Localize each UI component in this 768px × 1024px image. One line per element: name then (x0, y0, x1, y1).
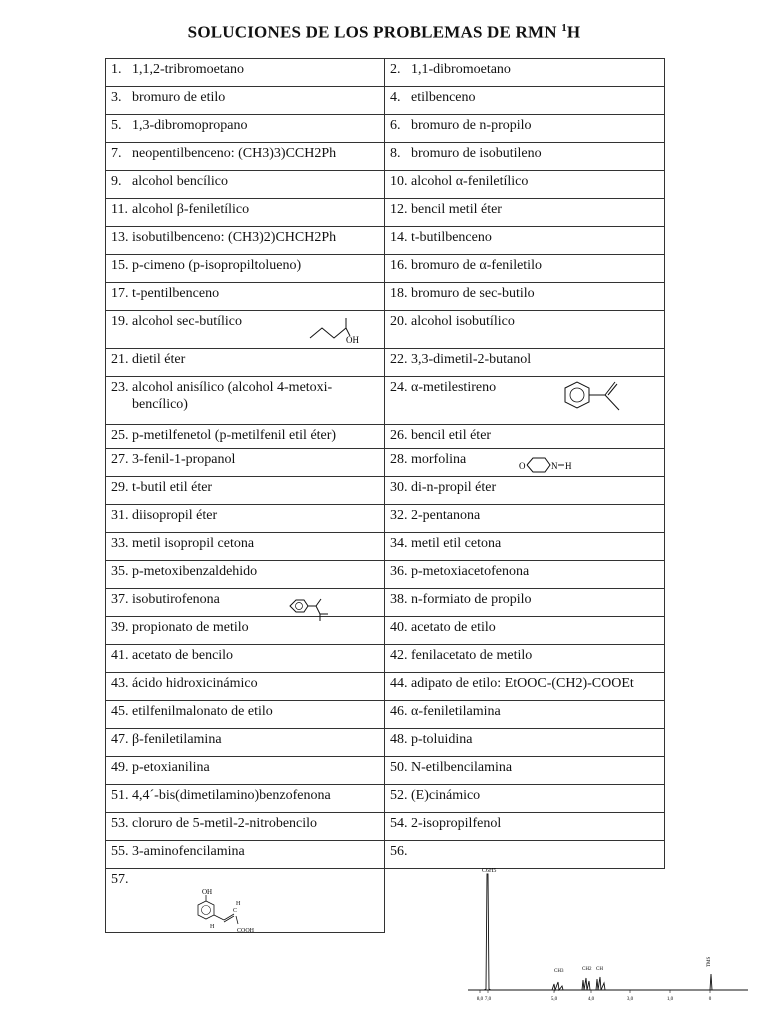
tick-label: 7,0 (484, 997, 492, 1002)
table-row (106, 673, 665, 701)
answer-line (111, 285, 379, 302)
table-row (106, 561, 665, 589)
answer-cell (385, 59, 665, 87)
answer-text: p-metilfenetol (p-metilfenil etil éter) (132, 428, 337, 443)
answer-line (390, 507, 659, 524)
answer-text: 2-isopropilfenol (411, 816, 502, 831)
answer-line (111, 563, 379, 580)
answer-number: 17. (111, 286, 129, 301)
answer-cell (385, 477, 665, 505)
answer-cell (106, 283, 385, 311)
table-row (106, 115, 665, 143)
h-label-2: H (236, 901, 241, 907)
answer-line (111, 759, 379, 776)
answer-cell (385, 561, 665, 589)
answer-number: 14. (390, 230, 408, 245)
answer-cell (106, 841, 385, 869)
answer-text: diisopropil éter (132, 508, 218, 523)
answer-cell (385, 673, 665, 701)
answer-text: fenilacetato de metilo (411, 648, 533, 663)
answer-line (111, 229, 379, 246)
answer-number: 34. (390, 536, 408, 551)
answer-number: 45. (111, 704, 129, 719)
answer-text: adipato de etilo: EtOOC-(CH2)-COOEt (411, 676, 634, 691)
answer-cell (385, 785, 665, 813)
answer-cell (385, 617, 665, 645)
table-row (106, 143, 665, 171)
answer-text: bencílico) (132, 397, 188, 412)
spectrum-trace (468, 874, 748, 990)
answer-number: 36. (390, 564, 408, 579)
table-row (106, 59, 665, 87)
answer-cell (385, 115, 665, 143)
answer-cell (106, 533, 385, 561)
answer-cell (385, 227, 665, 255)
answer-cell (385, 87, 665, 115)
answer-number: 10. (390, 174, 408, 189)
answer-text: t-butilbenceno (411, 230, 492, 245)
peak-label: C6H5 (482, 868, 497, 874)
answer-line (390, 427, 659, 444)
peak-label: CH3 (554, 969, 564, 974)
title-superscript: 1 (561, 22, 567, 34)
n-label: N (551, 461, 558, 471)
alpha-methylstyrene-structure (553, 378, 633, 418)
answer-text: p-etoxianilina (132, 760, 210, 775)
answer-line (111, 351, 379, 368)
table-row (106, 449, 665, 477)
answer-text: alcohol sec-butílico (132, 314, 243, 329)
answer-line (111, 427, 379, 444)
answer-cell (385, 283, 665, 311)
answer-number: 8. (390, 146, 401, 161)
answer-cell (385, 425, 665, 449)
answer-text: N-etilbencilamina (411, 760, 513, 775)
answer-cell (385, 729, 665, 757)
answer-number: 38. (390, 592, 408, 607)
table-row (106, 477, 665, 505)
answer-cell (106, 505, 385, 533)
answer-line (390, 591, 659, 608)
answer-text: bromuro de n-propilo (411, 118, 532, 133)
answer-text: t-butil etil éter (132, 480, 213, 495)
answer-text: alcohol bencílico (132, 174, 229, 189)
page-title (0, 22, 768, 43)
table-row (106, 617, 665, 645)
answer-text: 4,4´-bis(dimetilamino)benzofenona (132, 788, 331, 803)
answer-number: 18. (390, 286, 408, 301)
answer-text: acetato de etilo (411, 620, 496, 635)
answer-text: p-cimeno (p-isopropiltolueno) (132, 258, 302, 273)
answer-number: 31. (111, 508, 129, 523)
answer-number: 21. (111, 352, 129, 367)
answer-text: 2-pentanona (411, 508, 481, 523)
answer-number: 16. (390, 258, 408, 273)
answer-cell (106, 227, 385, 255)
table-row (106, 701, 665, 729)
answer-line (390, 229, 659, 246)
answer-text: 3,3-dimetil-2-butanol (411, 352, 532, 367)
answer-text: isobutilbenceno: (CH3)2)CHCH2Ph (132, 230, 337, 245)
answer-number: 39. (111, 620, 129, 635)
table-row (106, 171, 665, 199)
answer-line (111, 61, 379, 78)
answer-text: acetato de bencilo (132, 648, 234, 663)
answer-cell (385, 143, 665, 171)
answer-text: α-metilestireno (411, 380, 497, 395)
answer-number: 47. (111, 732, 129, 747)
answer-text: alcohol isobutílico (411, 314, 515, 329)
answer-text: t-pentilbenceno (132, 286, 220, 301)
h-label: H (210, 924, 215, 930)
o-label: O (519, 461, 526, 471)
answer-number: 37. (111, 592, 129, 607)
table-row (106, 255, 665, 283)
answer-number: 4. (390, 90, 401, 105)
answer-text: neopentilbenceno: (CH3)3)CCH2Ph (132, 146, 337, 161)
answer-number: 7. (111, 146, 122, 161)
answer-line (390, 201, 659, 218)
answer-number: 5. (111, 118, 122, 133)
answer-text: metil isopropil cetona (132, 536, 255, 551)
answer-line (111, 173, 379, 190)
answer-cell (106, 589, 385, 617)
answer-line (390, 843, 659, 860)
table-row (106, 757, 665, 785)
answer-line (111, 731, 379, 748)
answer-number: 13. (111, 230, 129, 245)
isobutyrophenone-structure (286, 596, 336, 624)
answer-cell (385, 349, 665, 377)
answer-text: 1,1-dibromoetano (411, 62, 511, 77)
answer-line (111, 479, 379, 496)
answer-line (111, 591, 379, 608)
answer-number: 32. (390, 508, 408, 523)
answer-line (390, 313, 659, 330)
answer-text: 3-aminofencilamina (132, 844, 245, 859)
answer-cell (385, 505, 665, 533)
answer-cell (106, 171, 385, 199)
answer-text: alcohol α-feniletílico (411, 174, 529, 189)
answer-number: 42. (390, 648, 408, 663)
answer-line (390, 351, 659, 368)
answer-number: 43. (111, 676, 129, 691)
answer-line (390, 145, 659, 162)
answer-line (390, 703, 659, 720)
answer-number: 40. (390, 620, 408, 635)
answer-number: 3. (111, 90, 122, 105)
answer-number: 26. (390, 428, 408, 443)
answer-cell (385, 255, 665, 283)
answer-text: α-feniletilamina (411, 704, 501, 719)
answer-number: 15. (111, 258, 129, 273)
answer-text: ácido hidroxicinámico (132, 676, 258, 691)
answer-text: p-toluidina (411, 732, 473, 747)
c-label: C (233, 908, 238, 914)
answer-line (390, 173, 659, 190)
answer-line (111, 451, 379, 468)
answer-number: 54. (390, 816, 408, 831)
answer-text: 1,1,2-tribromoetano (132, 62, 244, 77)
answer-number: 28. (390, 452, 408, 467)
table-row (106, 785, 665, 813)
answer-cell (106, 785, 385, 813)
answer-text: alcohol β-feniletílico (132, 202, 250, 217)
answer-cell (385, 757, 665, 785)
answer-number: 1. (111, 62, 122, 77)
answer-text: etilbenceno (411, 90, 476, 105)
answer-cell (106, 813, 385, 841)
h-label: H (565, 461, 572, 471)
answer-text: dietil éter (132, 352, 186, 367)
table-row (106, 729, 665, 757)
answer-text: etilfenilmalonato de etilo (132, 704, 273, 719)
answer-cell (385, 813, 665, 841)
answer-line (390, 479, 659, 496)
answer-text: p-metoxiacetofenona (411, 564, 530, 579)
answer-number: 56. (390, 844, 408, 859)
answers-table (105, 58, 665, 933)
peak-label: CH2 (582, 967, 592, 972)
tick-label: 5,0 (550, 997, 558, 1002)
answer-cell (106, 349, 385, 377)
answer-cell (385, 199, 665, 227)
tick-label: 0 (708, 997, 712, 1002)
answer-cell (385, 645, 665, 673)
answer-cell (385, 701, 665, 729)
answer-number: 57. (111, 872, 129, 887)
answer-line (111, 89, 379, 106)
answer-text: (E)cinámico (411, 788, 481, 803)
answer-cell (106, 143, 385, 171)
answer-line (390, 787, 659, 804)
answer-cell (106, 199, 385, 227)
answer-number: 22. (390, 352, 408, 367)
table-row (106, 589, 665, 617)
answer-line (390, 117, 659, 134)
answer-cell (106, 377, 385, 425)
answer-cell (106, 561, 385, 589)
nmr-spectrum (458, 862, 758, 1022)
answer-line (111, 145, 379, 162)
answer-line (111, 535, 379, 552)
answer-line (111, 703, 379, 720)
table-row (106, 425, 665, 449)
table-row (106, 227, 665, 255)
answer-number: 49. (111, 760, 129, 775)
answer-cell (106, 449, 385, 477)
answer-number: 9. (111, 174, 122, 189)
answer-cell (106, 617, 385, 645)
hydroxycinnamic-structure (180, 886, 270, 936)
oh-label: OH (202, 888, 213, 896)
answer-cell (106, 59, 385, 87)
answer-line (111, 117, 379, 134)
answer-line (111, 843, 379, 860)
answer-number: 53. (111, 816, 129, 831)
answer-number: 23. (111, 380, 129, 395)
title-text: SOLUCIONES DE LOS PROBLEMAS DE RMN (187, 22, 557, 42)
answer-text: 3-fenil-1-propanol (132, 452, 236, 467)
answer-line (390, 89, 659, 106)
answer-cell (106, 255, 385, 283)
answer-line (390, 285, 659, 302)
answer-text: bromuro de sec-butilo (411, 286, 535, 301)
table-row (106, 505, 665, 533)
answer-line (111, 379, 379, 396)
answer-number: 27. (111, 452, 129, 467)
answer-text: bencil etil éter (411, 428, 492, 443)
answer-number: 55. (111, 844, 129, 859)
answer-number: 35. (111, 564, 129, 579)
answer-line (111, 257, 379, 274)
answer-cell (106, 673, 385, 701)
answer-text: bencil metil éter (411, 202, 502, 217)
answer-text: isobutirofenona (132, 592, 220, 607)
answer-line (111, 675, 379, 692)
answer-number: 41. (111, 648, 129, 663)
answer-line (111, 815, 379, 832)
answer-text: alcohol anisílico (alcohol 4-metoxi- (132, 380, 333, 395)
tick-label: 4,0 (587, 997, 595, 1002)
answer-number: 51. (111, 788, 129, 803)
answer-number: 50. (390, 760, 408, 775)
answer-line (390, 619, 659, 636)
answer-cell (385, 171, 665, 199)
answer-number: 52. (390, 788, 408, 803)
answer-line (390, 257, 659, 274)
answer-text: p-metoxibenzaldehido (132, 564, 258, 579)
table-row (106, 311, 665, 349)
answer-line (390, 563, 659, 580)
tick-label: 8,0 (476, 997, 484, 1002)
answer-number: 48. (390, 732, 408, 747)
answer-number: 11. (111, 202, 128, 217)
answer-line (111, 396, 379, 413)
answer-number: 20. (390, 314, 408, 329)
answer-cell (106, 645, 385, 673)
answer-number: 12. (390, 202, 408, 217)
title-end: H (566, 22, 581, 42)
answer-text: bromuro de isobutileno (411, 146, 542, 161)
answer-number: 6. (390, 118, 401, 133)
answer-number: 25. (111, 428, 129, 443)
answer-number: 29. (111, 480, 129, 495)
answer-line (111, 201, 379, 218)
answer-text: cloruro de 5-metil-2-nitrobencilo (132, 816, 318, 831)
table-row (106, 283, 665, 311)
answer-line (111, 787, 379, 804)
oh-label: OH (346, 335, 359, 345)
answer-line (390, 675, 659, 692)
answer-cell (106, 425, 385, 449)
answer-line (111, 647, 379, 664)
sec-butanol-structure (308, 316, 368, 346)
answer-line (390, 759, 659, 776)
cooh-label: COOH (237, 928, 255, 934)
answer-number: 33. (111, 536, 129, 551)
table-row (106, 199, 665, 227)
table-row (106, 645, 665, 673)
answer-number: 19. (111, 314, 129, 329)
answer-cell (385, 533, 665, 561)
answer-line (390, 61, 659, 78)
answer-text: 1,3-dibromopropano (132, 118, 248, 133)
answer-cell (385, 589, 665, 617)
answer-text: n-formiato de propilo (411, 592, 532, 607)
table-row (106, 349, 665, 377)
answer-number: 2. (390, 62, 401, 77)
morpholine-structure (518, 452, 578, 480)
table-row (106, 813, 665, 841)
answer-number: 30. (390, 480, 408, 495)
answer-number: 46. (390, 704, 408, 719)
answer-text: bromuro de α-feniletilo (411, 258, 542, 273)
answer-text: propionato de metilo (132, 620, 249, 635)
answer-cell (106, 701, 385, 729)
answer-cell (106, 729, 385, 757)
answer-cell (106, 115, 385, 143)
answer-text: bromuro de etilo (132, 90, 226, 105)
answer-line (390, 815, 659, 832)
answer-line (111, 507, 379, 524)
answer-number: 24. (390, 380, 408, 395)
answer-line (111, 619, 379, 636)
peak-label: CH (596, 967, 603, 972)
answer-text: morfolina (411, 452, 467, 467)
table-row (106, 87, 665, 115)
tick-label: 3,0 (626, 997, 634, 1002)
answer-number: 44. (390, 676, 408, 691)
peak-label: TMS (707, 956, 712, 967)
answer-cell (106, 757, 385, 785)
answer-line (390, 647, 659, 664)
answer-line (390, 535, 659, 552)
answer-cell (385, 311, 665, 349)
answer-text: β-feniletilamina (132, 732, 222, 747)
table-row (106, 533, 665, 561)
answer-text: di-n-propil éter (411, 480, 497, 495)
answer-text: metil etil cetona (411, 536, 502, 551)
tick-label: 1,0 (666, 997, 674, 1002)
answer-cell (106, 477, 385, 505)
answer-line (390, 731, 659, 748)
answer-cell (106, 87, 385, 115)
